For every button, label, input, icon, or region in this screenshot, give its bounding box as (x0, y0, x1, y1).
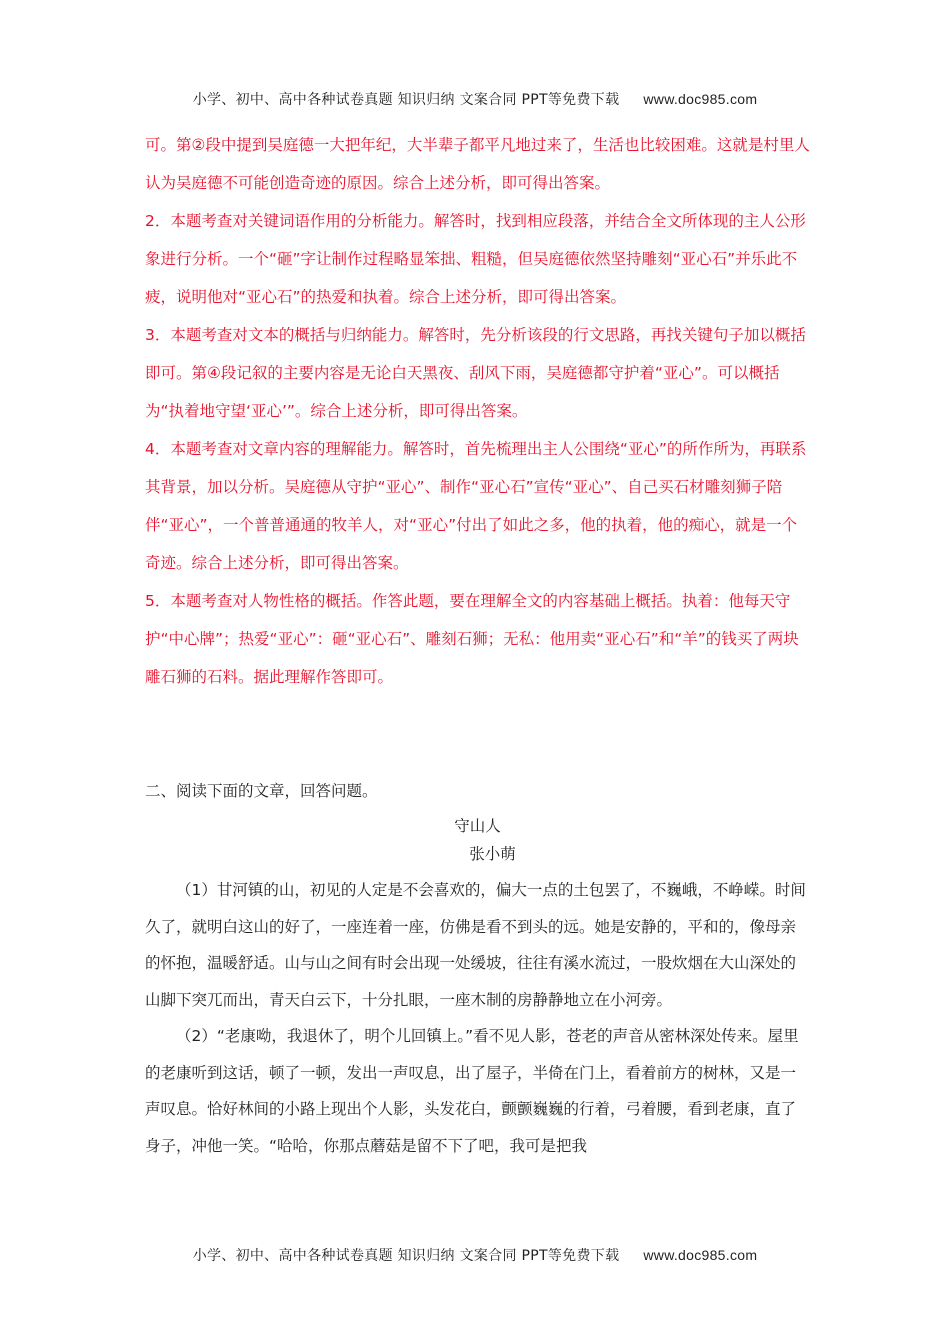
answer-item: 可。第②段中提到吴庭德一大把年纪，大半辈子都平凡地过来了，生活也比较困难。这就是村里人认为吴庭德不可能创造奇迹的原因。综合上述分析，即可得出答案。 (145, 136, 810, 192)
answer-item: 4．本题考查对文章内容的理解能力。解答时，首先梳理出主人公围绕“亚心”的所作所为，再联系其背景，加以分析。吴庭德从守护“亚心”、制作“亚心石”宣传“亚心”、自己买石材雕刻狮子陪伴“亚心”，一个普普通通的牧羊人，对“亚心”付出了如此之多，他的执着，他的痴心，就是一个奇迹。综合上述分析，即可得出答案。 (145, 440, 807, 572)
answer-item: 2．本题考查对关键词语作用的分析能力。解答时，找到相应段落，并结合全文所体现的主人公形象进行分析。一个“砸”字让制作过程略显笨拙、粗糙，但吴庭德依然坚持雕刻“亚心石”并乐此不疲，说明他对“亚心石”的热爱和执着。综合上述分析，即可得出答案。 (145, 212, 806, 306)
answer-item: 3．本题考查对文本的概括与归纳能力。解答时，先分析该段的行文思路，再找关键句子加以概括即可。第④段记叙的主要内容是无论白天黑夜、刮风下雨，吴庭德都守护着“亚心”。可以概括为“执着地守望‘亚心’”。综合上述分析，即可得出答案。 (145, 326, 806, 420)
article-title: 守山人 (454, 817, 501, 835)
answer-item: 5．本题考查对人物性格的概括。作答此题，要在理解全文的内容基础上概括。执着：他每天守护“中心牌”；热爱“亚心”：砸“亚心石”、雕刻石狮；无私：他用卖“亚心石”和“羊”的钱买了两块雕石狮的石料。据此理解作答即可。 (145, 592, 799, 686)
footer-url[interactable]: www.doc985.com (643, 1247, 758, 1263)
header-url[interactable]: www.doc985.com (643, 91, 758, 107)
footer-text: 小学、初中、高中各种试卷真题 知识归纳 文案合同 PPT等免费下载 (192, 1248, 620, 1264)
question-heading: 二、阅读下面的文章，回答问题。 (145, 782, 378, 800)
header-text: 小学、初中、高中各种试卷真题 知识归纳 文案合同 PPT等免费下载 (192, 92, 620, 108)
article-author: 张小萌 (469, 845, 516, 863)
page-header (0, 89, 950, 109)
page-footer (0, 1245, 950, 1265)
reading-section (145, 776, 810, 1164)
answer-analysis (145, 126, 810, 696)
article-paragraph: （1）甘河镇的山，初见的人定是不会喜欢的，偏大一点的土包罢了，不巍峨，不峥嵘。时间久了，就明白这山的好了，一座连着一座，仿佛是看不到头的远。她是安静的，平和的，像母亲的怀抱，温暖舒适。山与山之间有时会出现一处缓坡，往往有溪水流过，一股炊烟在大山深处的山脚下突兀而出，青天白云下，十分扎眼，一座木制的房静静地立在小河旁。 (145, 881, 806, 1009)
article-paragraph: （2）“老康呦，我退休了，明个儿回镇上。”看不见人影，苍老的声音从密林深处传来。屋里的老康听到这话，顿了一顿，发出一声叹息，出了屋子，半倚在门上，看着前方的树林，又是一声叹息。恰好林间的小路上现出个人影，头发花白，颤颤巍巍的行着，弓着腰，看到老康，直了身子，冲他一笑。“哈哈，你那点蘑菇是留不下了吧，我可是把我 (145, 1027, 799, 1155)
